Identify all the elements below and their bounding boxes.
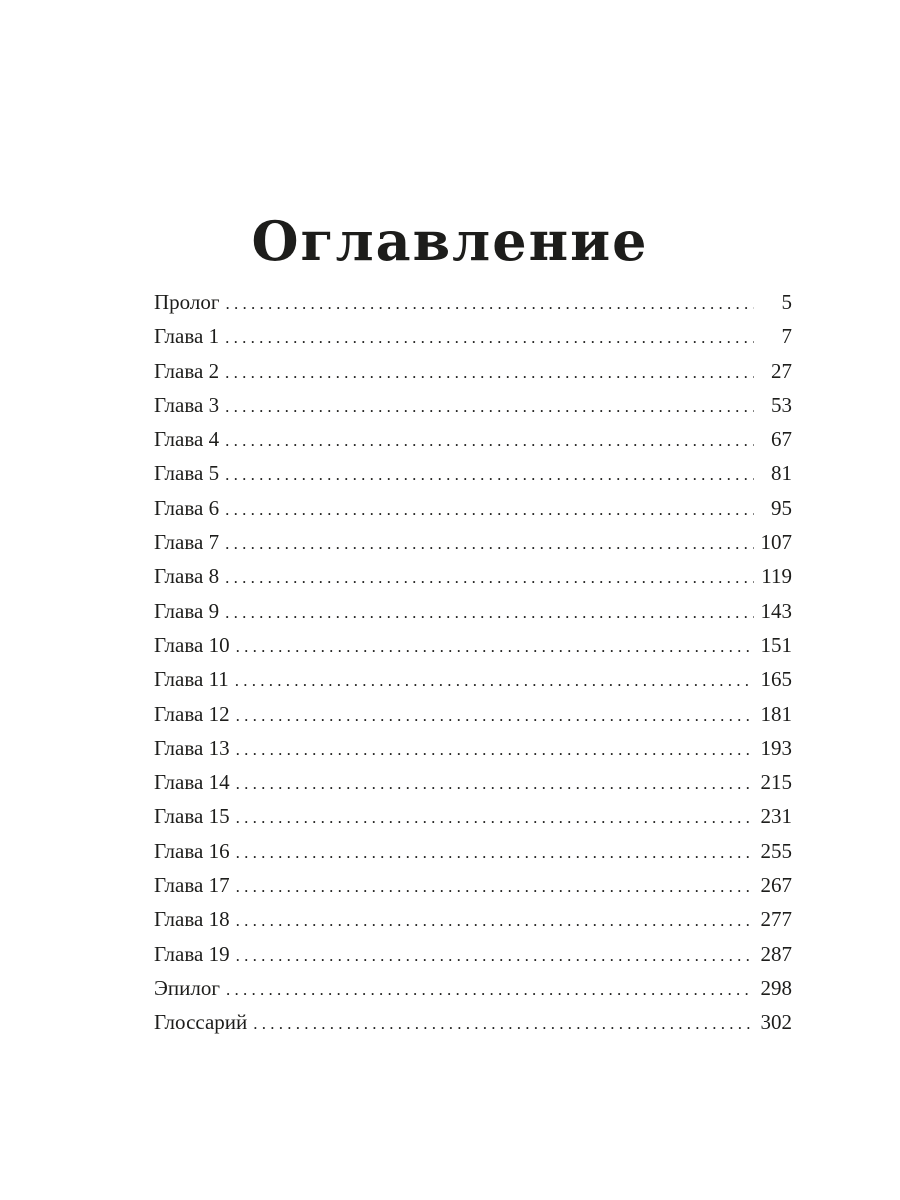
dot-leader (236, 939, 754, 973)
toc-entry[interactable] (154, 285, 792, 319)
toc-entry-label: Глава 14 (154, 770, 230, 795)
toc-entry[interactable] (154, 456, 792, 490)
dot-leader (225, 424, 754, 458)
toc-entry[interactable] (154, 937, 792, 971)
dot-leader (236, 699, 754, 733)
toc-entry-page: 231 (760, 804, 792, 829)
toc-entry-page: 143 (760, 598, 792, 623)
toc-entry-label: Глава 3 (154, 392, 220, 417)
dot-leader (235, 664, 754, 698)
toc-entry-page: 53 (771, 392, 792, 417)
toc-entry-label: Пролог (154, 290, 220, 314)
dot-leader (225, 458, 754, 492)
dot-leader (236, 870, 754, 904)
toc-entry-label: Глава 11 (154, 667, 229, 692)
toc-entry[interactable] (154, 559, 792, 593)
toc-entry-page: 95 (771, 495, 792, 520)
toc-entry-page: 302 (760, 1010, 792, 1035)
dot-leader (225, 493, 754, 527)
toc-entry-label: Глава 9 (154, 598, 220, 623)
toc-entry[interactable] (154, 628, 792, 662)
dot-leader (225, 561, 754, 595)
toc-entry-label: Глоссарий (154, 1010, 248, 1035)
toc-entry[interactable] (154, 868, 792, 902)
toc-entry[interactable] (154, 731, 792, 765)
toc-entry-page: 5 (781, 290, 792, 314)
toc-entry-label: Глава 18 (154, 907, 230, 932)
toc-entry[interactable] (154, 971, 792, 1005)
toc-entry[interactable] (154, 834, 792, 868)
toc-entry-label: Глава 2 (154, 358, 220, 383)
toc-entry-page: 27 (771, 358, 792, 383)
toc-entry[interactable] (154, 765, 792, 799)
toc-entry-page: 67 (771, 427, 792, 452)
dot-leader (225, 596, 754, 630)
toc-entry[interactable] (154, 422, 792, 456)
toc-entry[interactable] (154, 525, 792, 559)
toc-entry-label: Глава 17 (154, 873, 230, 898)
toc-entry-label: Глава 10 (154, 632, 230, 657)
toc-entry[interactable] (154, 354, 792, 388)
toc-entry-label: Глава 5 (154, 461, 220, 486)
dot-leader (236, 733, 754, 767)
toc-entry[interactable] (154, 697, 792, 731)
dot-leader (225, 356, 754, 390)
dot-leader (236, 801, 754, 835)
toc-entry-page: 119 (761, 564, 792, 589)
dot-leader (225, 287, 754, 321)
toc-entry-label: Глава 4 (154, 427, 220, 452)
toc-entry-label: Глава 7 (154, 530, 220, 555)
toc-entry-page: 267 (760, 873, 792, 898)
toc-entry[interactable] (154, 662, 792, 696)
toc-entry-page: 165 (760, 667, 792, 692)
table-of-contents (154, 285, 792, 1040)
dot-leader (236, 630, 754, 664)
toc-entry-label: Глава 16 (154, 838, 230, 863)
toc-entry-page: 193 (760, 735, 792, 760)
toc-entry-label: Глава 19 (154, 941, 230, 966)
toc-entry-label: Эпилог (154, 975, 220, 1000)
dot-leader (236, 767, 754, 801)
toc-entry-label: Глава 6 (154, 495, 220, 520)
toc-entry-label: Глава 12 (154, 701, 230, 726)
toc-entry-page: 255 (760, 838, 792, 863)
dot-leader (225, 527, 754, 561)
toc-entry[interactable] (154, 319, 792, 353)
toc-entry[interactable] (154, 491, 792, 525)
toc-entry-label: Глава 13 (154, 735, 230, 760)
dot-leader (236, 904, 754, 938)
toc-entry-label: Глава 1 (154, 324, 220, 349)
toc-entry-label: Глава 15 (154, 804, 230, 829)
dot-leader (236, 836, 754, 870)
dot-leader (225, 321, 754, 355)
toc-entry-page: 107 (760, 530, 792, 555)
toc-entry[interactable] (154, 388, 792, 422)
page-title: Оглавление (251, 209, 649, 274)
toc-entry-label: Глава 8 (154, 564, 220, 589)
toc-entry-page: 151 (760, 632, 792, 657)
toc-entry[interactable] (154, 594, 792, 628)
toc-entry-page: 277 (760, 907, 792, 932)
dot-leader (226, 973, 754, 1007)
dot-leader (253, 1007, 754, 1041)
toc-entry[interactable] (154, 902, 792, 936)
toc-entry-page: 298 (760, 975, 792, 1000)
toc-entry-page: 81 (771, 461, 792, 486)
dot-leader (225, 390, 754, 424)
toc-entry[interactable] (154, 1005, 792, 1039)
toc-entry-page: 215 (760, 770, 792, 795)
toc-entry-page: 7 (781, 324, 792, 349)
toc-entry-page: 287 (760, 941, 792, 966)
toc-entry-page: 181 (760, 701, 792, 726)
toc-entry[interactable] (154, 799, 792, 833)
